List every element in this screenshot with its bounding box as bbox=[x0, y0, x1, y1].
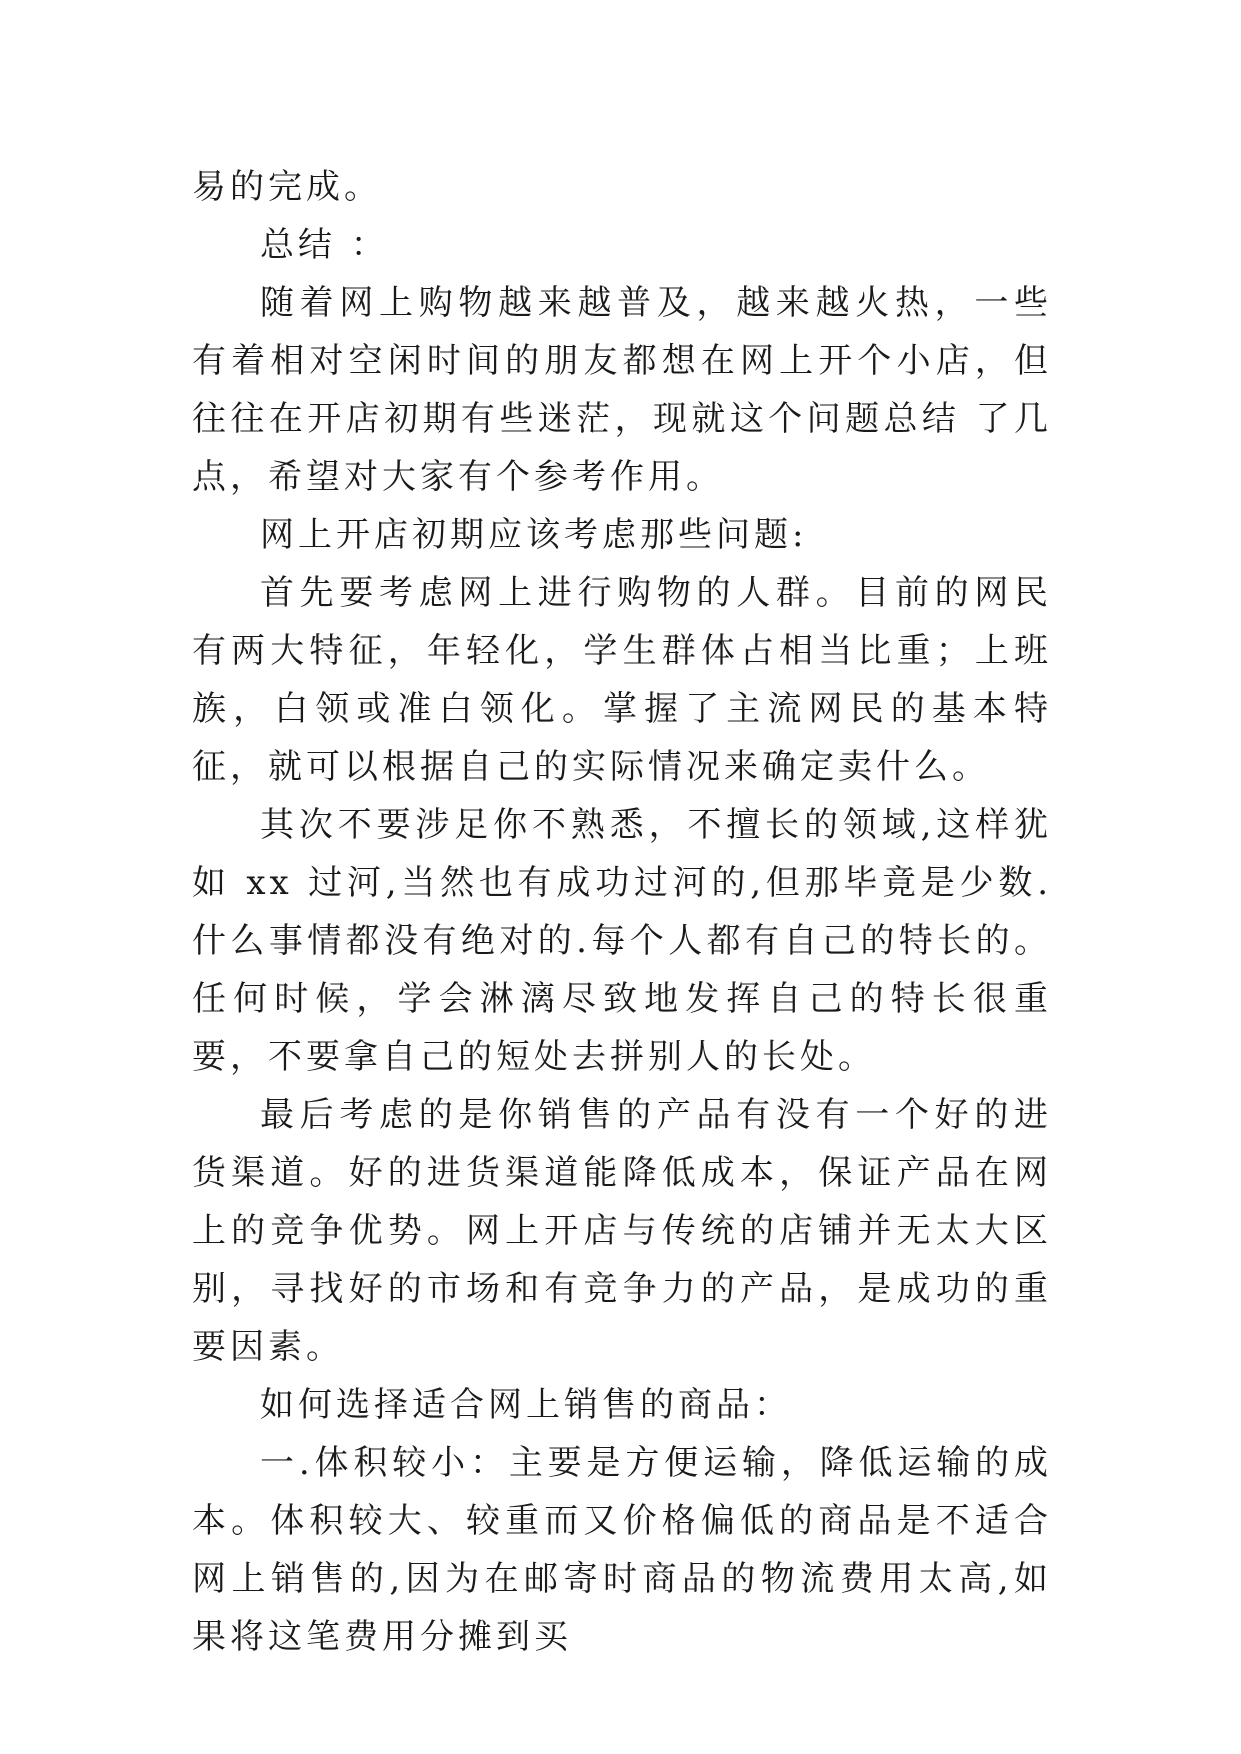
paragraph-questions-heading: 网上开店初期应该考虑那些问题: bbox=[260, 515, 808, 555]
paragraph-goods-heading: 如何选择适合网上销售的商品： bbox=[260, 1385, 792, 1425]
paragraph-first-point: 首先要考虑网上进行购物的人群。目前的网民有两大特征，年轻化，学生群体占相当比重；上班族，白领或准白领化。掌握了主流网民的基本特征，就可以根据自己的实际情况来确定卖什么。 bbox=[192, 573, 1052, 787]
paragraph-second-point: 其次不要涉足你不熟悉，不擅长的领域,这样犹如 xx 过河,当然也有成功过河的,但那毕竟是少数.什么事情都没有绝对的.每个人都有自己的特长的。任何时候，学会淋漓尽致地发挥自己的特长很重要，不要拿自己的短处去拼别人的长处。 bbox=[192, 805, 1052, 1077]
paragraph-intro: 随着网上购物越来越普及，越来越火热，一些有着相对空闲时间的朋友都想在网上开个小店，但往往在开店初期有些迷茫，现就这个问题总结 了几点，希望对大家有个参考作用。 bbox=[192, 283, 1052, 497]
document-body bbox=[192, 158, 1052, 1666]
paragraph-third-point: 最后考虑的是你销售的产品有没有一个好的进货渠道。好的进货渠道能降低成本，保证产品在网上的竞争优势。网上开店与传统的店铺并无太大区别，寻找好的市场和有竞争力的产品，是成功的重要因素。 bbox=[192, 1095, 1052, 1367]
paragraph-continuation: 易的完成。 bbox=[192, 167, 382, 207]
paragraph-summary-heading: 总结 ： bbox=[260, 225, 389, 265]
paragraph-goods-item-1: 一.体积较小：主要是方便运输，降低运输的成本。体积较大、较重而又价格偏低的商品是不适合网上销售的,因为在邮寄时商品的物流费用太高,如果将这笔费用分摊到买 bbox=[192, 1443, 1052, 1657]
